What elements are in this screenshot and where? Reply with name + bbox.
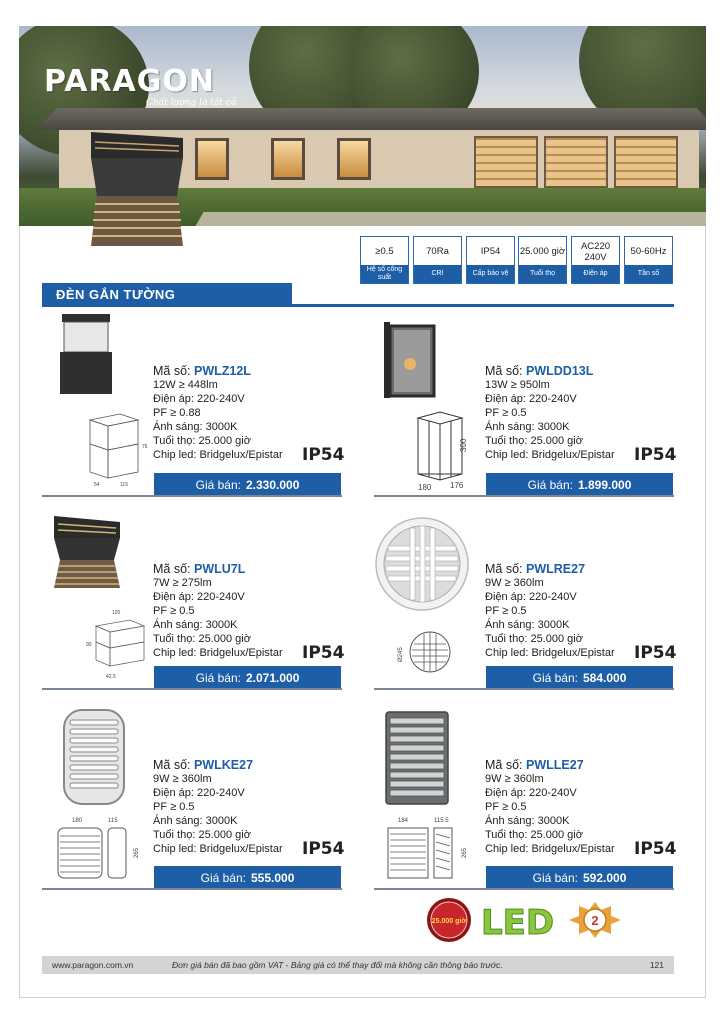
product-divider [374, 888, 674, 890]
product-life: Tuổi thọ: 25.000 giờ [153, 633, 251, 645]
product-light: Ánh sáng: 3000K [485, 421, 570, 433]
product-voltage: Điện áp: 220-240V [153, 787, 245, 799]
dim-diameter: Ø245 [398, 647, 404, 662]
product-card-pwlke27 [42, 706, 345, 896]
page-footer [42, 956, 674, 974]
product-life: Tuổi thọ: 25.000 giờ [485, 633, 583, 645]
product-divider [42, 888, 342, 890]
product-power: 13W ≥ 950lm [485, 379, 550, 391]
ip-rating: IP54 [302, 643, 345, 663]
product-chip: Chip led: Bridgelux/Epistar [485, 449, 615, 461]
product-chip: Chip led: Bridgelux/Epistar [485, 843, 615, 855]
product-chip: Chip led: Bridgelux/Epistar [485, 647, 615, 659]
product-image [380, 320, 440, 404]
price-bar: Giá bán: 584.000 [486, 666, 673, 690]
product-voltage: Điện áp: 220-240V [153, 393, 245, 405]
product-pf: PF ≥ 0.5 [485, 407, 527, 419]
warranty-years-badge [569, 902, 621, 938]
product-code: Mã số: PWLKE27 [153, 758, 254, 772]
product-image [44, 512, 124, 592]
brand-tagline: Chất lượng là tất cả [146, 98, 237, 108]
dim-height: 265 [134, 847, 140, 858]
warranty-hours-badge [427, 898, 471, 942]
warranty-hours-text: 25.000 giờ [431, 918, 467, 925]
price-bar: Giá bán: 2.071.000 [154, 666, 341, 690]
product-life: Tuổi thọ: 25.000 giờ [485, 435, 583, 447]
product-life: Tuổi thọ: 25.000 giờ [153, 829, 251, 841]
product-image [56, 312, 116, 396]
product-chip: Chip led: Bridgelux/Epistar [153, 647, 283, 659]
warranty-badges [425, 896, 645, 944]
product-card-pwlu7l [42, 510, 345, 700]
dim-height: 76 [142, 444, 148, 450]
ip-rating: IP54 [634, 839, 677, 859]
product-drawing [410, 408, 476, 492]
spec-protection: IP54 Cấp bảo vệ [466, 236, 515, 284]
product-light: Ánh sáng: 3000K [485, 815, 570, 827]
product-power: 9W ≥ 360lm [485, 577, 544, 589]
ip-rating: IP54 [302, 445, 345, 465]
product-card-pwlre27 [374, 510, 677, 700]
product-light: Ánh sáng: 3000K [153, 421, 238, 433]
price-bar: Giá bán: 555.000 [154, 866, 341, 890]
led-logo [481, 903, 554, 943]
product-light: Ánh sáng: 3000K [485, 619, 570, 631]
product-life: Tuổi thọ: 25.000 giờ [485, 829, 583, 841]
price-bar: Giá bán: 592.000 [486, 866, 673, 890]
product-image [60, 708, 128, 806]
dim-height: 300 [459, 438, 468, 452]
product-image [374, 516, 470, 612]
product-pf: PF ≥ 0.5 [153, 801, 195, 813]
dim-width: 180 [418, 483, 432, 492]
product-voltage: Điện áp: 220-240V [485, 393, 577, 405]
footer-note: Đơn giá bán đã bao gồm VAT - Bảng giá có thể thay đổi mà không cần thông báo trước. [172, 960, 503, 970]
dim-depth: 54 [94, 482, 100, 488]
product-voltage: Điện áp: 220-240V [485, 787, 577, 799]
product-code: Mã số: PWLDD13L [485, 364, 594, 378]
product-power: 9W ≥ 360lm [485, 773, 544, 785]
dim-depth: 115 [108, 818, 118, 824]
product-power: 9W ≥ 360lm [153, 773, 212, 785]
product-life: Tuổi thọ: 25.000 giờ [153, 435, 251, 447]
product-divider [374, 688, 674, 690]
warranty-years-text: 2 [591, 913, 599, 928]
product-pf: PF ≥ 0.5 [153, 605, 195, 617]
dim-depth: 176 [450, 481, 464, 490]
spec-voltage: AC220 240V Điện áp [571, 236, 620, 284]
product-drawing [388, 626, 458, 678]
logo-text: PARAGON [44, 64, 216, 99]
product-code: Mã số: PWLU7L [153, 562, 246, 576]
ip-rating: IP54 [634, 643, 677, 663]
section-divider [42, 304, 674, 307]
led-text: LED [481, 903, 555, 943]
product-voltage: Điện áp: 220-240V [485, 591, 577, 603]
spec-power-factor: ≥0.5 Hệ số công suất [360, 236, 409, 284]
page-number: 121 [649, 960, 664, 970]
product-drawing [86, 606, 152, 686]
product-card-pwlddl3l [374, 312, 677, 502]
spec-cri: 70Ra CRI [413, 236, 462, 284]
product-code: Mã số: PWLRE27 [485, 562, 586, 576]
price-bar: Giá bán: 1.899.000 [486, 473, 673, 497]
product-code: Mã số: PWLLE27 [485, 758, 584, 772]
product-chip: Chip led: Bridgelux/Epistar [153, 843, 283, 855]
product-pf: PF ≥ 0.5 [485, 605, 527, 617]
ip-rating: IP54 [634, 445, 677, 465]
dim-height: 90 [86, 642, 92, 648]
product-chip: Chip led: Bridgelux/Epistar [153, 449, 283, 461]
spec-frequency: 50-60Hz Tần số [624, 236, 673, 284]
footer-url[interactable]: www.paragon.com.vn [52, 960, 134, 970]
brand-logo [44, 64, 215, 99]
ip-rating: IP54 [302, 839, 345, 859]
product-code: Mã số: PWLZ12L [153, 364, 251, 378]
section-title: ĐÈN GẮN TƯỜNG [56, 287, 176, 302]
product-light: Ánh sáng: 3000K [153, 619, 238, 631]
product-divider [42, 688, 342, 690]
price-bar: Giá bán: 2.330.000 [154, 473, 341, 497]
hero-lamp-image [87, 128, 187, 268]
dim-width: 115 [120, 482, 128, 488]
product-pf: PF ≥ 0.88 [153, 407, 201, 419]
product-card-pwlz12l [42, 312, 345, 502]
dim-depth: 42.5 [106, 674, 116, 680]
spec-lifetime: 25.000 giờ Tuổi thọ [518, 236, 567, 284]
product-drawing [380, 814, 480, 884]
dim-height: 265 [462, 847, 468, 858]
product-power: 7W ≥ 275lm [153, 577, 212, 589]
dim-depth: 115.5 [434, 818, 449, 824]
product-image [382, 710, 452, 806]
dim-width: 120 [112, 610, 121, 616]
product-drawing [80, 406, 150, 490]
product-power: 12W ≥ 448lm [153, 379, 218, 391]
product-drawing [48, 814, 148, 884]
product-divider [42, 495, 342, 497]
product-voltage: Điện áp: 220-240V [153, 591, 245, 603]
product-card-pwlle27 [374, 706, 677, 896]
dim-width: 180 [72, 818, 83, 824]
dim-width: 184 [398, 818, 409, 824]
product-light: Ánh sáng: 3000K [153, 815, 238, 827]
product-pf: PF ≥ 0.5 [485, 801, 527, 813]
product-divider [374, 495, 674, 497]
